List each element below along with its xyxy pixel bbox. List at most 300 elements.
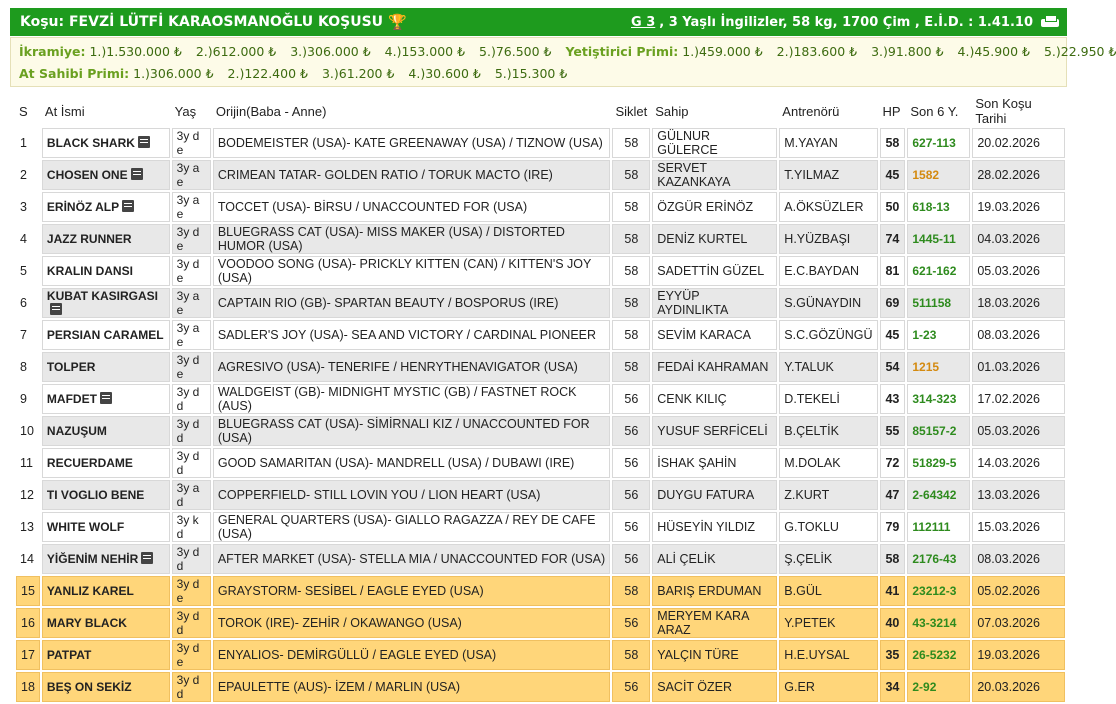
horse-weight <box>612 544 650 574</box>
horse-owner <box>652 448 777 478</box>
sahip-2: 2.)122.400 ₺ <box>227 66 308 81</box>
horse-name[interactable] <box>42 512 170 542</box>
horse-age-text: 3y d d <box>176 673 200 701</box>
col-trainer[interactable]: Antrenörü <box>782 103 840 119</box>
horse-age <box>172 512 211 542</box>
sahip-1: 1.)306.000 ₺ <box>133 66 214 81</box>
horse-age <box>172 416 211 446</box>
last-race-date-text: 08.03.2026 <box>977 328 1040 342</box>
horse-trainer <box>779 160 877 190</box>
horse-trainer-text: G.TOKLU <box>784 520 839 534</box>
row-number-text: 16 <box>21 616 35 630</box>
horse-trainer <box>779 480 877 510</box>
horse-hp <box>880 320 906 350</box>
last-race-date-text: 20.03.2026 <box>977 680 1040 694</box>
horse-name-text: RECUERDAME <box>46 456 133 470</box>
horse-name[interactable] <box>42 576 170 606</box>
last-race-date <box>972 640 1065 670</box>
horse-age-text: 3y a e <box>176 289 200 317</box>
last-race-date <box>972 416 1065 446</box>
horse-weight-text: 58 <box>624 296 639 310</box>
horse-weight <box>612 512 650 542</box>
horse-origin <box>213 480 611 510</box>
horse-hp-text: 50 <box>885 200 900 214</box>
horse-age <box>172 576 211 606</box>
prize-line-1 <box>19 41 1116 63</box>
horse-origin-text: GENERAL QUARTERS (USA)- GIALLO RAGAZZA / REY DE CAFE (USA) <box>217 513 596 541</box>
horse-weight <box>612 128 650 158</box>
notes-icon[interactable] <box>138 136 150 148</box>
horse-trainer <box>779 352 877 382</box>
horse-trainer <box>779 320 877 350</box>
horse-owner-text: BARIŞ ERDUMAN <box>657 584 762 598</box>
horse-owner-text: FEDAİ KAHRAMAN <box>657 360 769 374</box>
horse-hp-text: 40 <box>885 616 900 630</box>
horse-name[interactable] <box>42 256 170 286</box>
table-row[interactable] <box>16 448 1065 478</box>
row-number-text: 10 <box>20 424 34 438</box>
horse-age-text: 3y d d <box>176 449 200 477</box>
horse-name[interactable] <box>42 448 170 478</box>
horse-age-text: 3y a e <box>176 321 200 349</box>
horse-hp-text: 41 <box>885 584 900 598</box>
horse-name[interactable] <box>42 352 170 382</box>
horse-age-text: 3y d d <box>176 385 200 413</box>
table-row[interactable] <box>16 160 1065 190</box>
col-age[interactable]: Yaş <box>174 103 197 119</box>
horse-form-text: 627-113 <box>912 136 956 150</box>
notes-icon[interactable] <box>141 552 153 564</box>
horse-weight-text: 58 <box>624 328 639 342</box>
horse-age-text: 3y d d <box>176 609 200 637</box>
horse-owner <box>652 480 777 510</box>
last-race-date <box>972 672 1065 702</box>
sahip-label: At Sahibi Primi: <box>19 66 130 81</box>
table-row[interactable] <box>16 192 1065 222</box>
horse-name[interactable] <box>42 544 170 574</box>
last-race-date-text: 07.03.2026 <box>977 616 1040 630</box>
last-race-date <box>972 352 1065 382</box>
horse-weight <box>612 288 650 318</box>
horse-hp-text: 55 <box>885 424 900 438</box>
horse-owner-text: GÜLNUR GÜLERCE <box>657 129 718 157</box>
horse-weight-text: 56 <box>624 456 639 470</box>
horse-name-text: MAFDET <box>46 392 97 406</box>
prize-line-2 <box>19 63 1058 85</box>
horse-form-text: 1445-11 <box>912 232 956 246</box>
horse-age-text: 3y k d <box>176 513 199 541</box>
col-date[interactable]: Son Koşu Tarihi <box>975 96 1032 126</box>
horse-hp-text: 58 <box>885 136 900 150</box>
last-race-date <box>972 160 1065 190</box>
horse-trainer-text: H.YÜZBAŞI <box>784 232 851 246</box>
horse-weight-text: 58 <box>624 136 639 150</box>
horse-trainer <box>779 608 877 638</box>
horse-owner <box>652 608 777 638</box>
horse-trainer <box>779 640 877 670</box>
ikramiye-1: 1.)1.530.000 ₺ <box>89 44 182 59</box>
horse-hp <box>880 608 906 638</box>
horse-hp-text: 54 <box>885 360 900 374</box>
sahip-4: 4.)30.600 ₺ <box>408 66 481 81</box>
results-table <box>14 94 1067 704</box>
last-race-date <box>972 224 1065 254</box>
last-race-date-text: 19.03.2026 <box>977 648 1040 662</box>
horse-origin <box>213 192 611 222</box>
horse-weight <box>612 320 650 350</box>
table-row[interactable] <box>16 224 1065 254</box>
horse-name-text: BEŞ ON SEKİZ <box>46 680 132 694</box>
horse-owner-text: SEVİM KARACA <box>657 328 752 342</box>
horse-name[interactable] <box>42 128 170 158</box>
horse-owner <box>652 320 777 350</box>
row-number-text: 7 <box>20 328 27 342</box>
horse-hp-text: 69 <box>885 296 900 310</box>
table-row[interactable] <box>16 128 1065 158</box>
col-form[interactable]: Son 6 Y. <box>910 103 959 119</box>
horse-weight <box>612 224 650 254</box>
col-owner[interactable]: Sahip <box>655 103 689 119</box>
horse-hp-text: 81 <box>885 264 900 278</box>
horse-form-text: 43-3214 <box>912 616 957 630</box>
horse-weight <box>612 480 650 510</box>
row-number <box>16 448 40 478</box>
horse-form <box>907 448 970 478</box>
horse-name[interactable] <box>42 192 170 222</box>
horse-weight-text: 56 <box>624 680 639 694</box>
horse-hp <box>880 448 906 478</box>
col-kg[interactable]: Siklet <box>615 103 648 119</box>
table-row[interactable] <box>16 480 1065 510</box>
row-number-text: 6 <box>20 296 27 310</box>
horse-name-text: ERİNÖZ ALP <box>46 200 120 214</box>
horse-owner-text: ALİ ÇELİK <box>657 552 716 566</box>
table-header-row <box>16 96 1065 126</box>
last-race-date <box>972 608 1065 638</box>
horse-name[interactable] <box>42 608 170 638</box>
horse-origin <box>213 576 611 606</box>
row-number-text: 4 <box>20 232 27 246</box>
horse-form <box>907 512 970 542</box>
horse-age <box>172 384 211 414</box>
row-number <box>16 224 40 254</box>
horse-owner <box>652 224 777 254</box>
horse-form <box>907 576 970 606</box>
horse-owner-text: MERYEM KARA ARAZ <box>657 609 749 637</box>
prize-panel <box>10 37 1116 87</box>
horse-form <box>907 416 970 446</box>
table-row[interactable] <box>16 352 1065 382</box>
table-row[interactable] <box>16 320 1065 350</box>
sahip-5: 5.)15.300 ₺ <box>494 66 568 81</box>
col-s[interactable]: S <box>19 103 28 119</box>
horse-weight <box>612 192 650 222</box>
horse-owner <box>652 640 777 670</box>
yetistirici-2: 2.)183.600 ₺ <box>776 44 858 59</box>
ikramiye-5: 5.)76.500 ₺ <box>479 44 552 59</box>
horse-trainer <box>779 576 877 606</box>
ikramiye-3: 3.)306.000 ₺ <box>290 44 371 59</box>
horse-weight <box>612 416 650 446</box>
horse-trainer <box>779 128 877 158</box>
horse-weight <box>612 640 650 670</box>
col-name[interactable]: At İsmi <box>44 103 85 119</box>
row-number <box>16 576 40 606</box>
horse-age-text: 3y d e <box>176 257 200 285</box>
horse-weight-text: 58 <box>624 648 639 662</box>
last-race-date-text: 05.02.2026 <box>977 584 1040 598</box>
horse-name-text: KUBAT KASIRGASI <box>46 289 159 303</box>
horse-trainer-text: T.YILMAZ <box>784 168 840 182</box>
horse-hp-text: 79 <box>885 520 900 534</box>
notes-icon[interactable] <box>50 303 62 315</box>
horse-age <box>172 640 211 670</box>
last-race-date <box>972 320 1065 350</box>
table-row[interactable] <box>16 672 1065 702</box>
row-number-text: 12 <box>20 488 34 502</box>
horse-weight-text: 58 <box>624 200 639 214</box>
last-race-date <box>972 256 1065 286</box>
table-row[interactable] <box>16 608 1065 638</box>
horse-origin-text: ENYALIOS- DEMİRGÜLLÜ / EAGLE EYED (USA) <box>217 648 497 662</box>
row-number-text: 13 <box>20 520 34 534</box>
horse-age-text: 3y d d <box>176 417 200 445</box>
horse-weight-text: 58 <box>624 360 639 374</box>
horse-trainer <box>779 384 877 414</box>
race-details-text: , 3 Yaşlı İngilizler, 58 kg, 1700 Çim , E.İ.D. : 1.41.10 <box>659 14 1033 30</box>
horse-weight <box>612 448 650 478</box>
horse-hp <box>880 256 906 286</box>
table-row[interactable] <box>16 416 1065 446</box>
horse-trainer-text: Y.PETEK <box>784 616 836 630</box>
horse-age <box>172 672 211 702</box>
horse-trainer <box>779 544 877 574</box>
horse-origin-text: COPPERFIELD- STILL LOVIN YOU / LION HEART (USA) <box>217 488 541 502</box>
last-race-date <box>972 448 1065 478</box>
last-race-date-text: 20.02.2026 <box>977 136 1040 150</box>
horse-name[interactable] <box>42 672 170 702</box>
table-row[interactable] <box>16 384 1065 414</box>
horse-age <box>172 480 211 510</box>
table-row[interactable] <box>16 288 1065 318</box>
horse-origin <box>213 256 611 286</box>
horse-owner <box>652 128 777 158</box>
horse-form-text: 23212-3 <box>912 584 957 598</box>
horse-owner <box>652 416 777 446</box>
horse-name-text: TI VOGLIO BENE <box>46 488 145 502</box>
horse-weight-text: 58 <box>624 584 639 598</box>
horse-trainer-text: M.DOLAK <box>784 456 841 470</box>
horse-origin <box>213 384 611 414</box>
last-race-date-text: 17.02.2026 <box>977 392 1040 406</box>
row-number <box>16 192 40 222</box>
horse-name[interactable] <box>42 384 170 414</box>
horse-name-text: PERSIAN CARAMEL <box>46 328 164 342</box>
horse-age <box>172 256 211 286</box>
horse-origin <box>213 224 611 254</box>
last-race-date <box>972 544 1065 574</box>
horse-name-text: YİĞENİM NEHİR <box>46 552 139 566</box>
horse-form <box>907 608 970 638</box>
horse-name-text: JAZZ RUNNER <box>46 232 132 246</box>
horse-weight <box>612 576 650 606</box>
horse-name-text: BLACK SHARK <box>46 136 135 150</box>
col-origin[interactable]: Orijin(Baba - Anne) <box>215 103 327 119</box>
print-icon[interactable] <box>1041 15 1059 29</box>
col-hp[interactable]: HP <box>882 103 901 119</box>
horse-owner <box>652 352 777 382</box>
horse-weight-text: 56 <box>624 520 639 534</box>
horse-form-text: 2176-43 <box>912 552 957 566</box>
last-race-date <box>972 384 1065 414</box>
last-race-date-text: 18.03.2026 <box>977 296 1040 310</box>
horse-owner-text: EYYÜP AYDINLIKTA <box>657 289 729 317</box>
race-header <box>10 8 1067 36</box>
horse-name[interactable] <box>42 288 170 318</box>
horse-owner-text: YUSUF SERFİCELİ <box>657 424 768 438</box>
horse-form <box>907 192 970 222</box>
horse-form <box>907 480 970 510</box>
horse-origin <box>213 544 611 574</box>
horse-trainer-text: H.E.UYSAL <box>784 648 850 662</box>
last-race-date-text: 05.03.2026 <box>977 264 1040 278</box>
horse-origin <box>213 160 611 190</box>
horse-origin <box>213 288 611 318</box>
horse-form-text: 621-162 <box>912 264 957 278</box>
horse-form-text: 1582 <box>912 168 940 182</box>
horse-age <box>172 544 211 574</box>
horse-trainer-text: B.ÇELTİK <box>784 424 839 438</box>
horse-name-text: NAZUŞUM <box>46 424 107 438</box>
horse-owner-text: İSHAK ŞAHİN <box>657 456 737 470</box>
horse-name[interactable] <box>42 320 170 350</box>
horse-form <box>907 128 970 158</box>
row-number <box>16 480 40 510</box>
horse-owner <box>652 512 777 542</box>
horse-form-text: 26-5232 <box>912 648 957 662</box>
horse-name-text: TOLPER <box>46 360 96 374</box>
row-number <box>16 512 40 542</box>
horse-trainer-text: M.YAYAN <box>784 136 838 150</box>
horse-age <box>172 448 211 478</box>
row-number-text: 9 <box>20 392 27 406</box>
horse-owner-text: YALÇIN TÜRE <box>657 648 739 662</box>
horse-origin <box>213 608 611 638</box>
horse-form <box>907 352 970 382</box>
horse-trainer <box>779 256 877 286</box>
horse-name[interactable] <box>42 416 170 446</box>
table-row[interactable] <box>16 576 1065 606</box>
last-race-date-text: 28.02.2026 <box>977 168 1040 182</box>
horse-weight-text: 56 <box>624 488 639 502</box>
last-race-date-text: 01.03.2026 <box>977 360 1040 374</box>
horse-origin-text: AFTER MARKET (USA)- STELLA MIA / UNACCOUNTED FOR (USA) <box>217 552 606 566</box>
horse-origin-text: WALDGEIST (GB)- MIDNIGHT MYSTIC (GB) / FASTNET ROCK (AUS) <box>217 385 577 413</box>
horse-form-text: 314-323 <box>912 392 957 406</box>
row-number-text: 15 <box>21 584 35 598</box>
horse-age-text: 3y d e <box>176 577 200 605</box>
horse-origin <box>213 672 611 702</box>
horse-name[interactable] <box>42 480 170 510</box>
horse-origin-text: VOODOO SONG (USA)- PRICKLY KITTEN (CAN) / KITTEN'S JOY (USA) <box>217 257 592 285</box>
horse-trainer-text: Ş.ÇELİK <box>784 552 833 566</box>
horse-hp <box>880 416 906 446</box>
horse-name[interactable] <box>42 640 170 670</box>
horse-age <box>172 224 211 254</box>
table-row[interactable] <box>16 512 1065 542</box>
horse-hp <box>880 352 906 382</box>
last-race-date <box>972 288 1065 318</box>
horse-form-text: 112111 <box>912 520 951 534</box>
horse-owner-text: DUYGU FATURA <box>657 488 755 502</box>
notes-icon[interactable] <box>122 200 134 212</box>
row-number <box>16 640 40 670</box>
horse-age-text: 3y d e <box>176 225 200 253</box>
table-row[interactable] <box>16 544 1065 574</box>
table-row[interactable] <box>16 640 1065 670</box>
notes-icon[interactable] <box>131 168 143 180</box>
horse-trainer-text: Y.TALUK <box>784 360 834 374</box>
horse-weight-text: 56 <box>624 616 639 630</box>
horse-age-text: 3y a e <box>176 193 200 221</box>
horse-form-text: 1215 <box>912 360 940 374</box>
horse-owner-text: SACİT ÖZER <box>657 680 733 694</box>
last-race-date-text: 08.03.2026 <box>977 552 1040 566</box>
horse-trainer-text: D.TEKELİ <box>784 392 840 406</box>
race-grade-link[interactable]: G 3 <box>631 14 656 30</box>
horse-hp <box>880 384 906 414</box>
horse-hp <box>880 192 906 222</box>
horse-age-text: 3y d e <box>176 641 200 669</box>
last-race-date <box>972 192 1065 222</box>
horse-weight <box>612 352 650 382</box>
notes-icon[interactable] <box>100 392 112 404</box>
last-race-date-text: 19.03.2026 <box>977 200 1040 214</box>
horse-weight <box>612 608 650 638</box>
horse-owner <box>652 192 777 222</box>
horse-owner <box>652 288 777 318</box>
last-race-date-text: 05.03.2026 <box>977 424 1040 438</box>
horse-hp-text: 34 <box>885 680 900 694</box>
horse-name[interactable] <box>42 224 170 254</box>
horse-trainer-text: G.ER <box>784 680 815 694</box>
horse-trainer <box>779 448 877 478</box>
horse-name[interactable] <box>42 160 170 190</box>
horse-name-text: KRALIN DANSI <box>46 264 133 278</box>
horse-form-text: 85157-2 <box>912 424 957 438</box>
horse-origin <box>213 640 611 670</box>
horse-hp <box>880 640 906 670</box>
horse-weight-text: 58 <box>624 232 639 246</box>
horse-hp <box>880 480 906 510</box>
horse-weight-text: 56 <box>624 552 639 566</box>
race-title: Koşu: FEVZİ LÜTFİ KARAOSMANOĞLU KOŞUSU <box>20 14 384 30</box>
horse-hp <box>880 128 906 158</box>
row-number-text: 5 <box>20 264 27 278</box>
last-race-date-text: 14.03.2026 <box>977 456 1040 470</box>
horse-origin-text: AGRESIVO (USA)- TENERIFE / HENRYTHENAVIGATOR (USA) <box>217 360 578 374</box>
horse-origin <box>213 320 611 350</box>
table-row[interactable] <box>16 256 1065 286</box>
horse-age <box>172 608 211 638</box>
row-number-text: 8 <box>20 360 27 374</box>
horse-form <box>907 224 970 254</box>
row-number <box>16 672 40 702</box>
row-number <box>16 384 40 414</box>
horse-weight-text: 58 <box>624 264 639 278</box>
row-number-text: 3 <box>20 200 27 214</box>
ikramiye-label: İkramiye: <box>19 44 86 59</box>
